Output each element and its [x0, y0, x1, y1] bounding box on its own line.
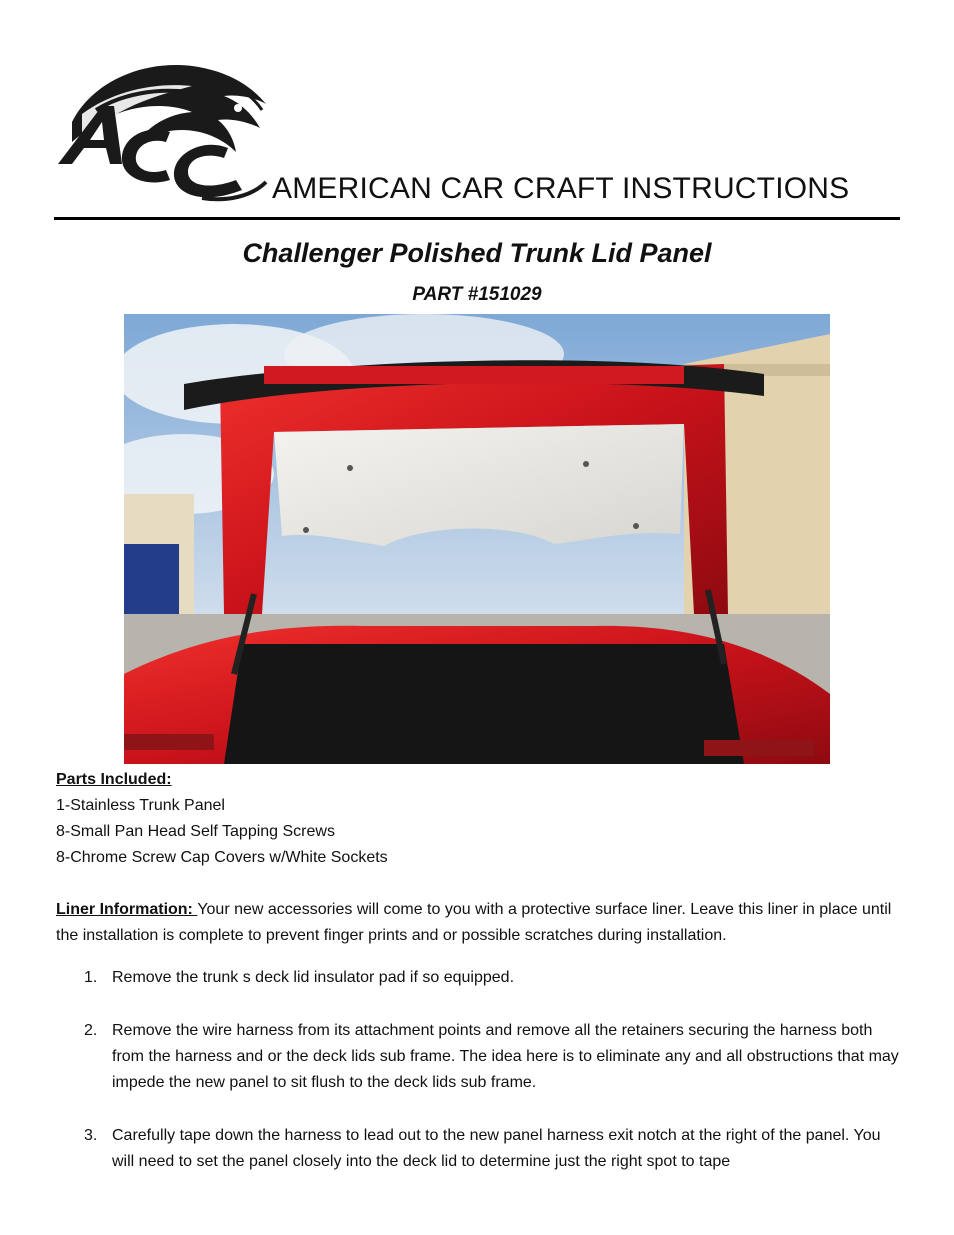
instruction-step [84, 1123, 902, 1175]
step-number: 3. [84, 1127, 98, 1144]
step-text: Carefully tape down the harness to lead out to the new panel harness exit notch at the right of the panel. You will need to set the panel closely into the deck lid to determine just the right spot to tape [112, 1127, 881, 1170]
step-number: 2. [84, 1022, 98, 1039]
document-title: Challenger Polished Trunk Lid Panel [242, 238, 712, 268]
header-divider [54, 217, 900, 220]
header-title: AMERICAN CAR CRAFT INSTRUCTIONS [272, 172, 850, 205]
parts-list-item: 8-Chrome Screw Cap Covers w/White Sockets [56, 849, 388, 866]
step-number: 1. [84, 969, 98, 986]
part-number: PART #151029 [412, 284, 542, 305]
parts-list-item: 8-Small Pan Head Self Tapping Screws [56, 823, 335, 840]
parts-list-item: 1-Stainless Trunk Panel [56, 797, 225, 814]
liner-information-heading: Liner Information: [56, 901, 198, 918]
liner-information-section [56, 897, 901, 949]
instruction-step [84, 965, 902, 991]
company-logo [52, 52, 276, 204]
instruction-step [84, 1018, 902, 1096]
car-trunk-photo [124, 314, 830, 764]
liner-information-text: Your new accessories will come to you with a protective surface liner. Leave this liner in place until the installation is complete to prevent finger prints and or possible scratches during installation. [56, 901, 892, 944]
parts-included-heading: Parts Included: [56, 771, 172, 788]
parts-included-section [56, 767, 896, 871]
step-text: Remove the trunk s deck lid insulator pad if so equipped. [112, 969, 515, 986]
step-text: Remove the wire harness from its attachment points and remove all the retainers securing the harness both from the harness and or the deck lids sub frame. The idea here is to eliminate any and all obstructions that may impede the new panel to sit flush to the deck lids sub frame. [112, 1022, 899, 1091]
